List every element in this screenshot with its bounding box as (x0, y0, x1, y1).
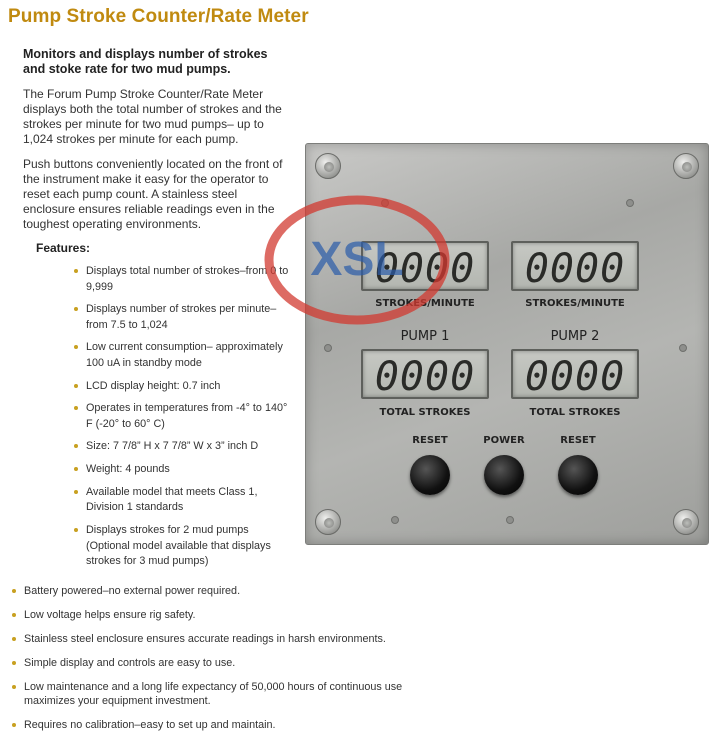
screw-icon (315, 153, 341, 179)
benefit-item: Requires no calibration–easy to set up and maintain. (12, 718, 432, 732)
benefit-item: Simple display and controls are easy to use. (12, 656, 432, 670)
power-label: POWER (483, 435, 525, 446)
benefits-list (12, 584, 432, 742)
total-label-pump2: TOTAL STROKES (529, 407, 621, 418)
feature-item: Available model that meets Class 1, Division 1 standards (74, 485, 294, 516)
watermark-text: XSL (310, 233, 404, 286)
feature-item: Displays total number of strokes–from 0 to 9,999 (74, 264, 294, 295)
feature-item: Low current consumption– approximately 100 uA in standby mode (74, 340, 294, 371)
feature-item: Size: 7 7/8” H x 7 7/8” W x 3” inch D (74, 439, 294, 455)
reset-label-pump1: RESET (412, 435, 448, 446)
features-list (74, 264, 294, 577)
power-button[interactable] (484, 455, 524, 495)
reset-button-pump1[interactable] (410, 455, 450, 495)
benefit-item: Low voltage helps ensure rig safety. (12, 608, 432, 622)
mini-screw-icon (626, 199, 634, 207)
intro-paragraph: The Forum Pump Stroke Counter/Rate Meter displays both the total number of strokes and the strokes per minute for two mud pumps– up to 1,024 strokes per minute for each pump. (23, 87, 282, 146)
total-label-pump1: TOTAL STROKES (379, 407, 471, 418)
description-paragraph: Push buttons conveniently located on the front of the instrument make it easy for the operator to reset each pump count. A stainless steel enclosure ensures reliable readings even in the toughest operating environments. (23, 157, 283, 231)
feature-item: Operates in temperatures from -4° to 140° F (-20° to 60° C) (74, 401, 294, 432)
feature-item: Weight: 4 pounds (74, 462, 294, 478)
total-display-pump2: 0000 (511, 349, 639, 399)
mini-screw-icon (381, 199, 389, 207)
mini-screw-icon (506, 516, 514, 524)
subtitle: Monitors and displays number of strokes and stoke rate for two mud pumps. (23, 47, 268, 76)
benefit-item: Battery powered–no external power required. (12, 584, 432, 598)
feature-item: Displays number of strokes per minute–from 7.5 to 1,024 (74, 302, 294, 333)
screw-icon (315, 509, 341, 535)
mini-screw-icon (324, 344, 332, 352)
rate-display-pump1: 0000 (361, 241, 489, 291)
rate-label-pump1: STROKES/MINUTE (375, 298, 475, 309)
page-title: Pump Stroke Counter/Rate Meter (8, 6, 309, 27)
reset-button-pump2[interactable] (558, 455, 598, 495)
feature-item: LCD display height: 0.7 inch (74, 379, 294, 395)
screw-icon (673, 509, 699, 535)
benefit-item: Stainless steel enclosure ensures accurate readings in harsh environments. (12, 632, 432, 646)
reset-label-pump2: RESET (560, 435, 596, 446)
pump2-label: PUMP 2 (550, 329, 600, 344)
device-photo (305, 143, 709, 545)
rate-label-pump2: STROKES/MINUTE (525, 298, 625, 309)
mini-screw-icon (679, 344, 687, 352)
mini-screw-icon (391, 516, 399, 524)
features-heading: Features: (36, 241, 91, 255)
pump1-label: PUMP 1 (400, 329, 450, 344)
total-display-pump1: 0000 (361, 349, 489, 399)
feature-item: Displays strokes for 2 mud pumps (Optional model available that displays strokes for 3 mud pumps) (74, 523, 294, 570)
screw-icon (673, 153, 699, 179)
benefit-item: Low maintenance and a long life expectancy of 50,000 hours of continuous use maximizes your equipment investment. (12, 680, 432, 708)
rate-display-pump2: 0000 (511, 241, 639, 291)
